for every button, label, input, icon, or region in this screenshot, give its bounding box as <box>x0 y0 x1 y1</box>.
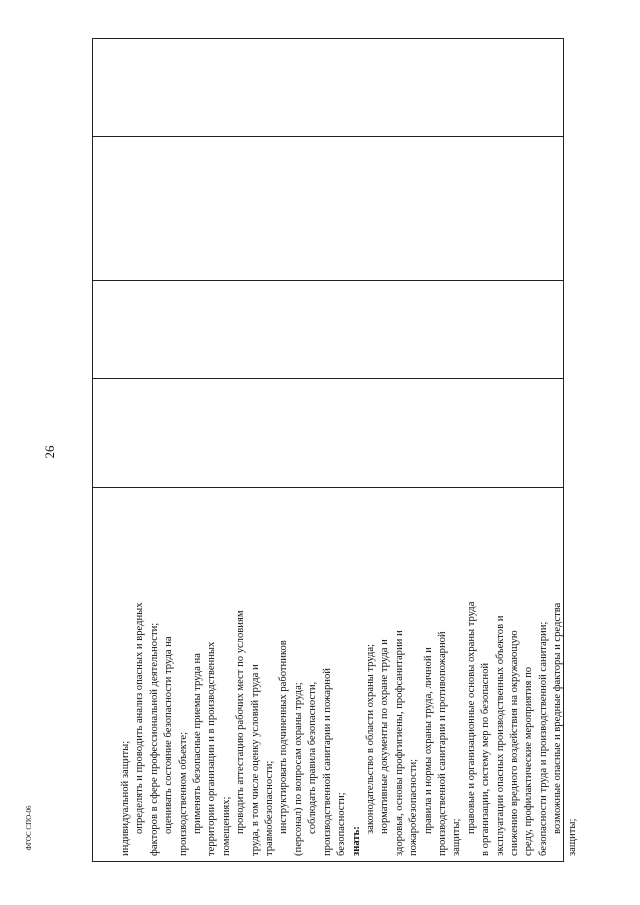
text-line: правовые и организационные основы охраны труда <box>465 601 477 834</box>
text-line: оценивать состояние безопасности труда на <box>163 636 175 834</box>
row-divider <box>93 280 563 281</box>
text-line: соблюдать правила безопасности, <box>307 681 319 834</box>
text-line: травмобезопасности; <box>264 760 276 856</box>
text-line: эксплуатации опасных производственных объектов и <box>494 615 506 856</box>
text-line: здоровья, основы профгигиены, профсанитарии и <box>393 630 405 856</box>
text-line: среду, профилактические мероприятия по <box>523 666 535 856</box>
text-line: труда, в том числе оценку условий труда и <box>249 664 261 856</box>
text-line: производственной санитарии и пожарной <box>321 668 333 856</box>
text-line: безопасности; <box>336 792 348 856</box>
section-heading: знать: <box>350 826 362 856</box>
row-divider <box>93 378 563 379</box>
row-divider <box>93 487 563 488</box>
text-line: применять безопасные приемы труда на <box>192 653 204 834</box>
text-line: безопасности труда и производственной санитарии; <box>537 621 549 856</box>
text-line: правила и нормы охраны труда, личной и <box>422 647 434 834</box>
row-divider <box>93 136 563 137</box>
text-line: производственном объекте; <box>177 731 189 856</box>
text-line: защиты; <box>566 818 578 856</box>
document-code: ФГОС СПО-06 <box>25 805 33 851</box>
text-line: снижению вредного воздействия на окружающую <box>508 630 520 856</box>
text-line: в организации, систему мер по безопасной <box>480 662 492 856</box>
text-line: производственной санитарии и противопожарной <box>436 631 448 856</box>
text-line: возможные опасные и вредные факторы и средства <box>552 602 564 834</box>
text-line: (персонал) по вопросам охраны труда; <box>292 682 304 856</box>
text-line: индивидуальной защиты; <box>120 740 131 856</box>
text-line: территории организации и в производственных <box>206 641 218 856</box>
text-line: инструктировать подчиненных работников <box>278 640 290 834</box>
text-line: определять и проводить анализ опасных и вредных <box>134 602 146 834</box>
text-line: законодательство в области охраны труда; <box>364 644 376 834</box>
text-line: защиты; <box>451 818 463 856</box>
page-number: 26 <box>42 445 57 459</box>
text-line: помещениях; <box>220 796 232 856</box>
text-line: нормативные документы по охране труда и <box>379 639 391 834</box>
text-line: проводить аттестацию рабочих мест по условиям <box>235 610 247 834</box>
competency-text-cell <box>117 490 578 860</box>
text-line: пожаробезопасности; <box>408 758 420 856</box>
text-line: факторов в сфере профессиональной деятельности; <box>148 622 160 856</box>
